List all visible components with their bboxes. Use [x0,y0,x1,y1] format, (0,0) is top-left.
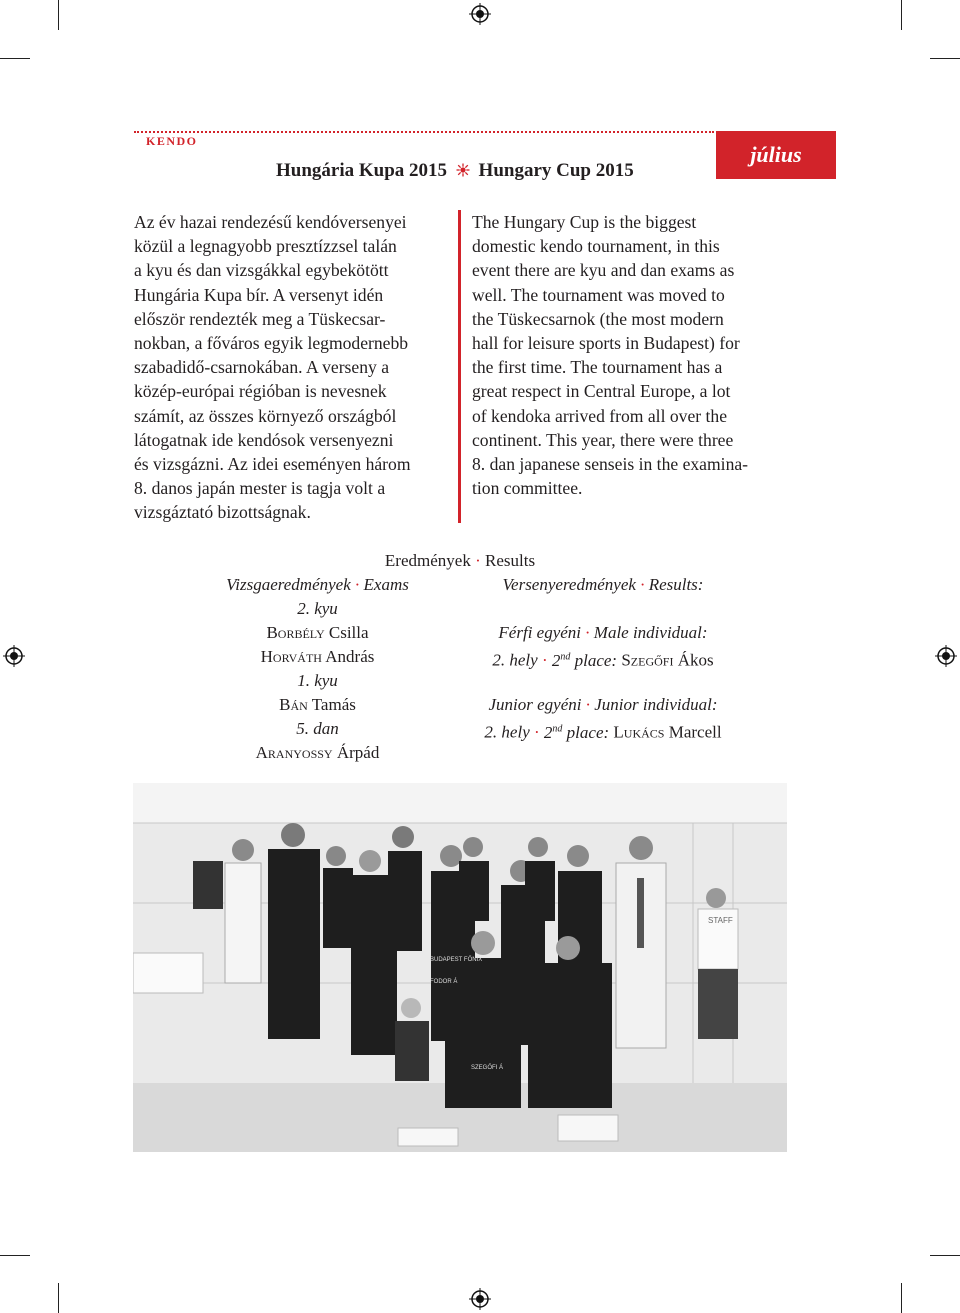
article-line: közül a legnagyobb presztízzsel talán [134,236,397,257]
article-line: great respect in Central Europe, a lot [472,381,731,402]
article-line: 8. danos japán mester is tagja volt a [134,478,386,499]
crop-mark [901,0,902,30]
article-line: vizsgáztató bizottságnak. [134,502,311,523]
article-line: számít, az összes környező országból [134,405,397,426]
title-en: Hungary Cup 2015 [478,160,634,181]
crop-mark [0,58,30,59]
sun-ornament-icon [456,163,470,177]
results-heading: Eredmények · Results [384,551,536,570]
category-heading: Junior egyéni · Junior individual: [488,695,718,714]
article-line: szabadidő-csarnokában. A verseny a [134,357,390,378]
page-title [276,160,634,182]
group-photo [133,783,787,1152]
crop-mark [901,1283,902,1313]
article-english [472,210,792,500]
crop-mark [58,1283,59,1313]
speaker-icon [193,861,223,909]
article-line: event there are kyu and dan exams as [472,260,735,281]
article-line: Az év hazai rendezésű kendóversenyei [134,212,407,232]
exam-person: Borbély Csilla [266,623,369,642]
month-tab: július [716,131,836,179]
title-hu: Hungária Kupa 2015 [276,160,448,181]
crop-mark [930,58,960,59]
article-line: continent. This year, there were three [472,429,734,450]
crop-mark [930,1255,960,1256]
article-line: the first time. The tournament has a [472,357,723,378]
article-line: közép-európai régióban is nevesnek [134,381,387,402]
article-line: Hungária Kupa bír. A versenyt idén [134,284,384,305]
crop-mark [58,0,59,30]
exam-grade: 1. kyu [297,671,338,690]
exam-person: Bán Tamás [279,695,356,714]
article-line: of kendoka arrived from all over the [472,405,728,426]
tare-name: FODOR Á [430,979,458,985]
article-hungarian [134,210,464,525]
article-line: és vizsgázni. Az idei eseményen három [134,454,411,475]
placement-line: 2. hely · 2nd place: Szegőfi Ákos [492,650,714,670]
competition-heading: Versenyeredmények · Results: [502,575,704,594]
article-line: 8. dan japanese senseis in the examina- [472,454,749,475]
registration-mark-icon [469,1288,491,1310]
header-dotted-rule [134,131,714,133]
exams-heading: Vizsgaeredmények · Exams [226,575,409,594]
article-line: először rendezték meg a Tüskecsar- [134,308,386,329]
staff-shirt-text: STAFF [708,916,733,925]
category-heading: Férfi egyéni · Male individual: [498,623,708,642]
registration-mark-icon [935,645,957,667]
exam-grade: 2. kyu [297,599,338,618]
article-line: hall for leisure sports in Budapest) for [472,333,740,354]
article-line: The Hungary Cup is the biggest [472,212,697,232]
article-line: tion committee. [472,478,583,499]
registration-mark-icon [3,645,25,667]
exam-grade: 5. dan [296,719,339,738]
article-line: a kyu és dan vizsgákkal egybekötött [134,260,389,281]
article-line: well. The tournament was moved to [472,284,725,305]
crop-mark [0,1255,30,1256]
tare-name: SZEGŐFI Á [471,1065,504,1071]
exam-person: Horváth András [260,647,375,666]
group-photo-illustration [133,783,787,1152]
banner-text: BUDAPEST FŐNIX [430,957,483,963]
article-line: nokban, a főváros egyik legmodernebb [134,333,409,354]
article-line: látogatnak ide kendósok versenyezni [134,429,394,450]
exam-person: Aranyossy Árpád [255,743,380,762]
article-line: the Tüskecsarnok (the most modern [472,308,724,329]
section-label: KENDO [146,134,198,148]
article-line: domestic kendo tournament, in this [472,236,720,257]
placement-line: 2. hely · 2nd place: Lukács Marcell [484,722,722,742]
column-divider [458,210,461,523]
registration-mark-icon [469,3,491,25]
